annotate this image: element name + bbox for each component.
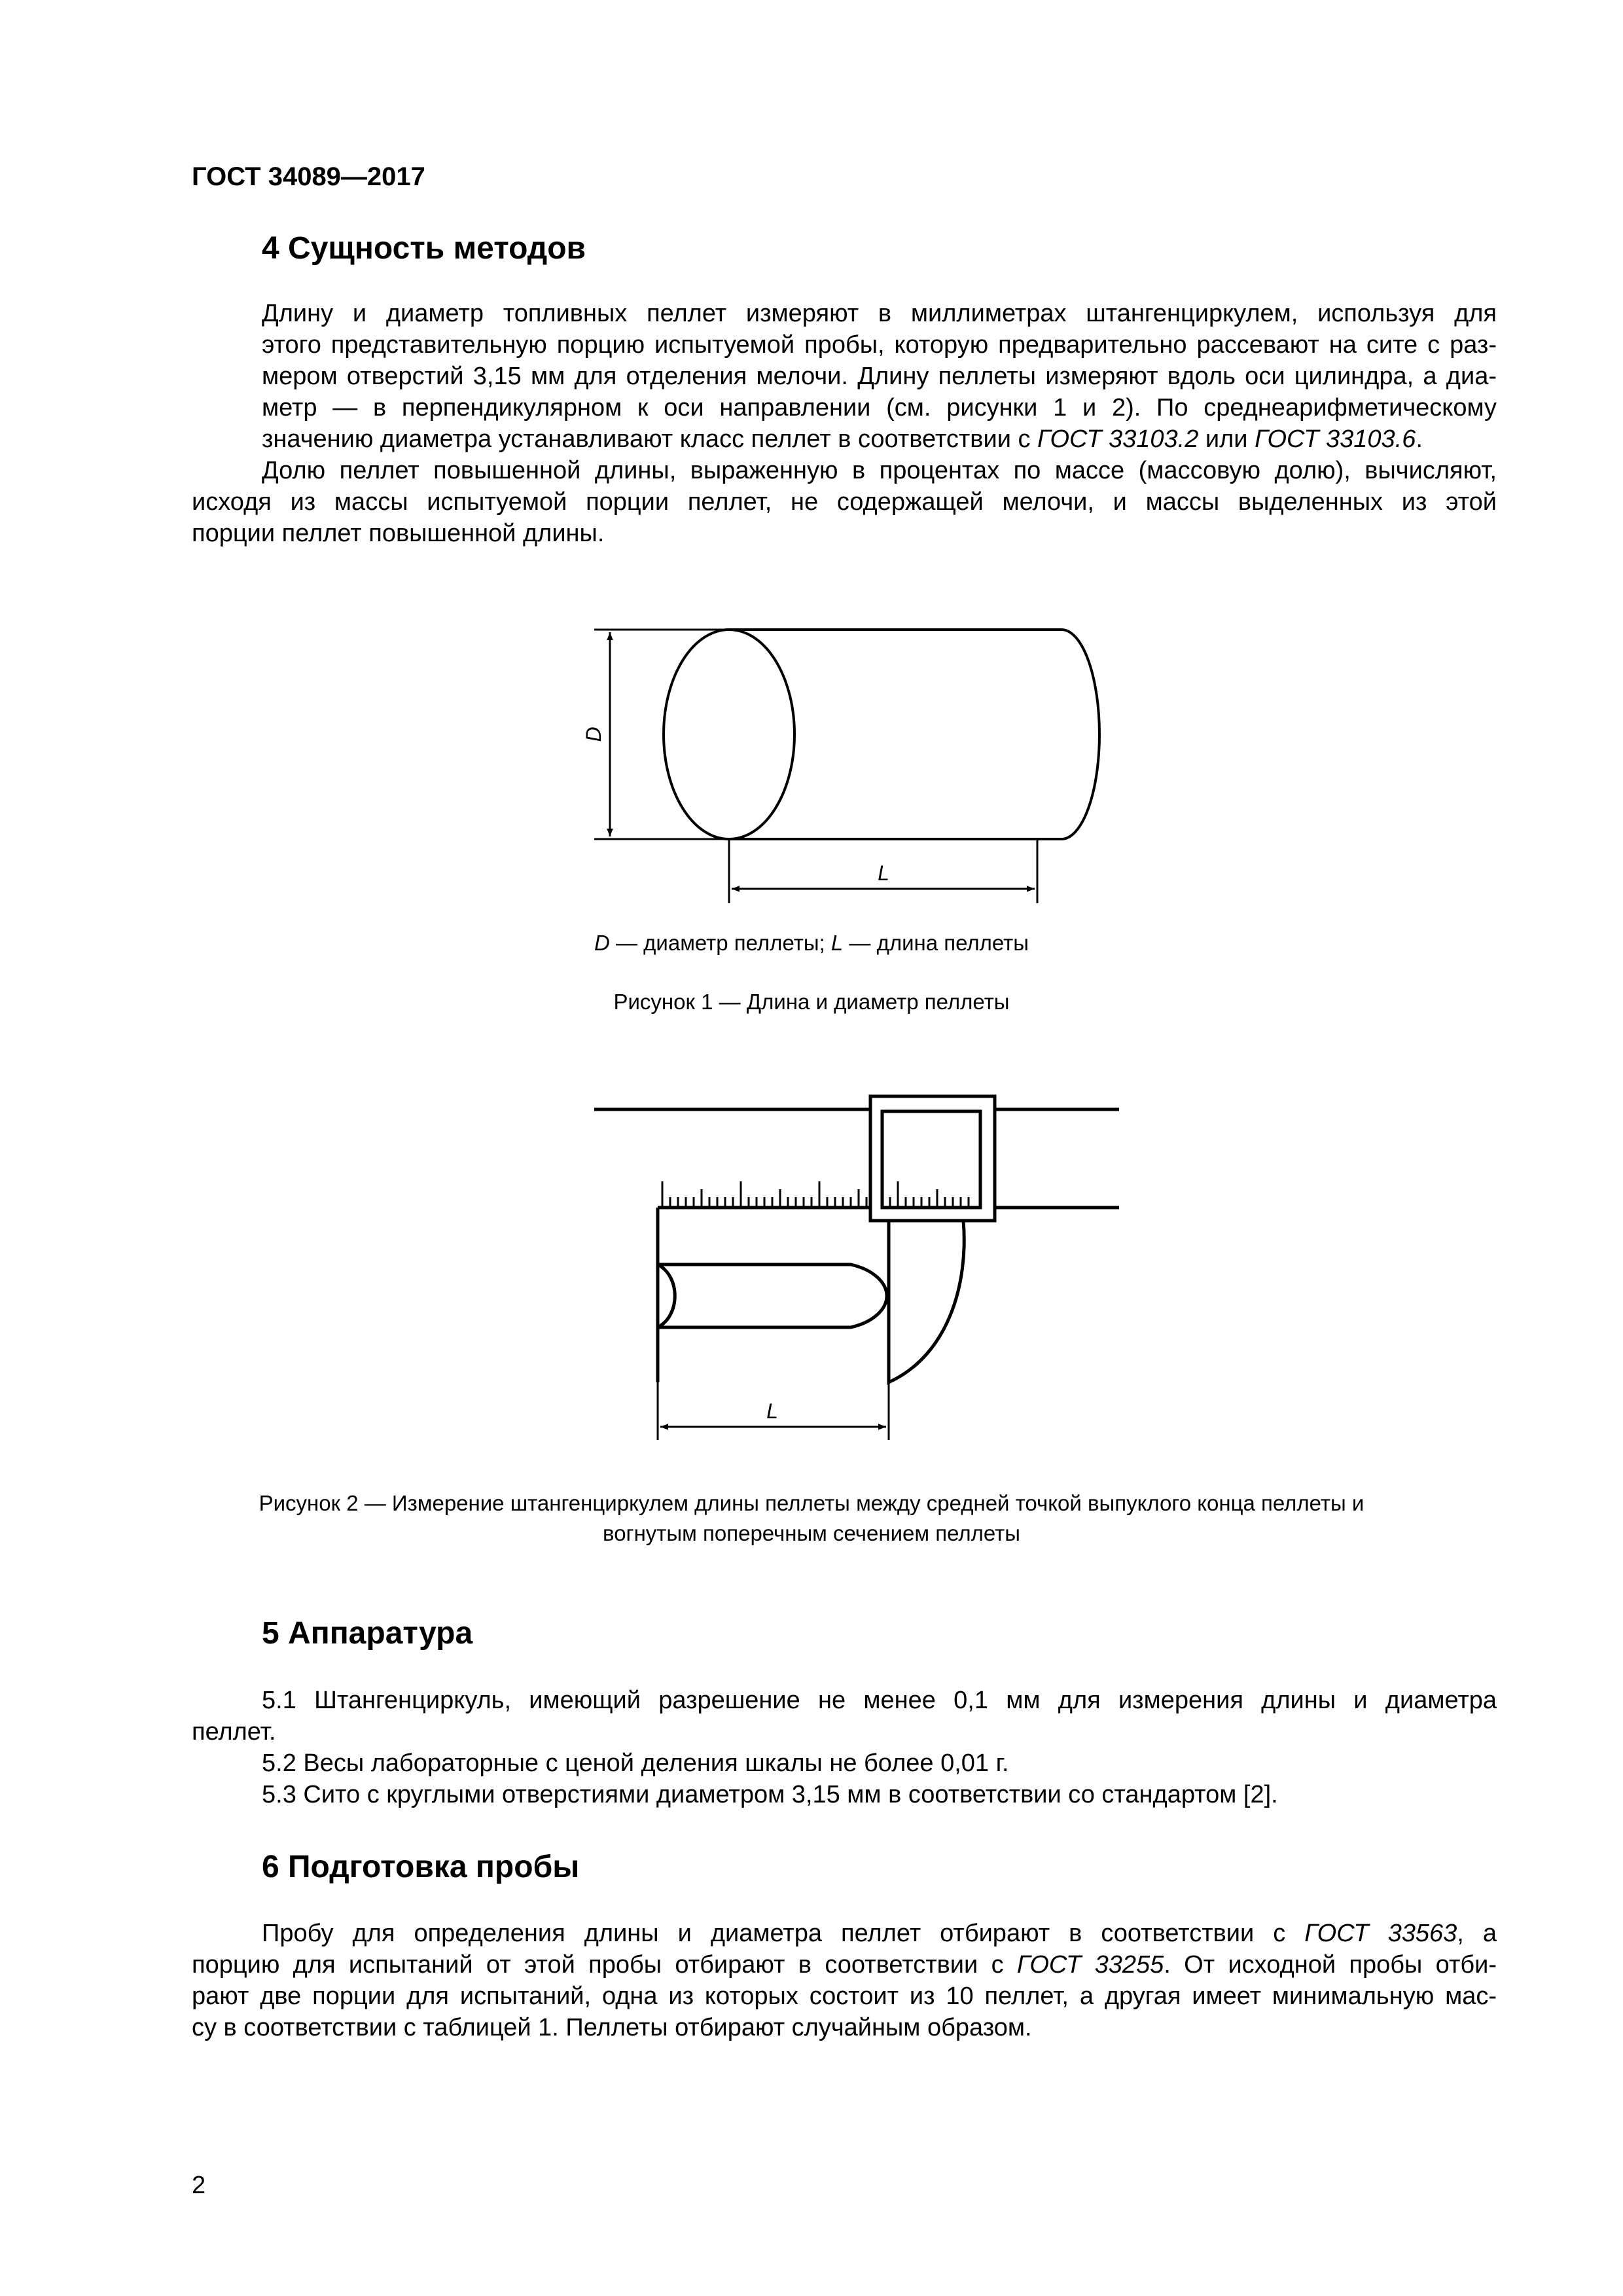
pellet-body — [658, 1265, 887, 1327]
cylinder-body — [729, 630, 1099, 839]
reference-gost-33255: ГОСТ 33255 — [1016, 1951, 1164, 1979]
text-line: порции пеллет повышенной длины. — [192, 520, 605, 547]
text-line: су в соответствии с таблицей 1. Пеллеты отбирают случайным образом. — [192, 2014, 1032, 2041]
text-line: Долю пеллет повышенной длины, выраженную в процентах по массе (массовую долю), вычисляют, — [262, 457, 1497, 484]
cylinder-end-face — [664, 630, 794, 839]
list-item-5-2: 5.2 Весы лабораторные с ценой деления шкалы не более 0,01 г. — [262, 1749, 1009, 1777]
page-number: 2 — [192, 2172, 206, 2199]
document-header: ГОСТ 34089—2017 — [192, 162, 425, 191]
text-line: этого представительную порцию испытуемой пробы, которую предварительно рассевают на сите с раз- — [262, 331, 1497, 359]
text-line: метр — в перпендикулярном к оси направлении (см. рисунки 1 и 2). По среднеарифметическому — [262, 394, 1497, 422]
section-6-paragraph — [192, 1918, 1497, 2043]
text-line: значению диаметра устанавливают класс пеллет в соответствии с ГОСТ 33103.2 или ГОСТ 33103.6. — [262, 425, 1423, 453]
caliper-movable-jaw — [889, 1221, 964, 1382]
text-line: порцию для испытаний от этой пробы отбирают в соответствии с ГОСТ 33255. От исходной пробы отби- — [192, 1951, 1497, 1979]
text-line: мером отверстий 3,15 мм для отделения мелочи. Длину пеллеты измеряют вдоль оси цилиндра, а диа- — [262, 363, 1497, 390]
reference-gost-33563: ГОСТ 33563 — [1304, 1920, 1457, 1947]
section-6-title: 6 Подготовка пробы — [262, 1850, 580, 1884]
list-item-5-1-cont: пеллет. — [192, 1718, 276, 1746]
figure-1-legend: D — диаметр пеллеты; L — длина пеллеты — [594, 931, 1029, 955]
list-item-5-3: 5.3 Сито с круглыми отверстиями диаметром 3,15 мм в соответствии со стандартом [2]. — [262, 1781, 1278, 1808]
length-label: L — [878, 861, 889, 885]
figure-1-caption: Рисунок 1 — Длина и диаметр пеллеты — [613, 990, 1010, 1014]
text-line: исходя из массы испытуемой порции пеллет, не содержащей мелочи, и массы выделенных из этой — [192, 488, 1497, 516]
text-line: Длину и диаметр топливных пеллет измеряют в миллиметрах штангенциркулем, используя для — [262, 300, 1497, 327]
diameter-label: D — [582, 726, 605, 742]
length-label: L — [766, 1399, 778, 1423]
pellet-concave-end — [658, 1265, 675, 1327]
section-5-title: 5 Аппаратура — [262, 1616, 473, 1651]
figure-2-caliper-drawing — [594, 1096, 1119, 1440]
caliper-scale-ticks — [662, 1181, 969, 1208]
section-5-list — [192, 1685, 1497, 1810]
figure-1-cylinder-drawing — [594, 630, 1099, 903]
text-line: рают две порции для испытаний, одна из которых состоит из 10 пеллет, а другая имеет минимальную мас- — [192, 1982, 1497, 2010]
reference-gost-33103-2: ГОСТ 33103.2 — [1037, 425, 1199, 453]
list-item-5-1: 5.1 Штангенциркуль, имеющий разрешение не менее 0,1 мм для измерения длины и диаметра — [262, 1687, 1497, 1714]
section-4-title: 4 Сущность методов — [262, 231, 586, 266]
text-line: Пробу для определения длины и диаметра пеллет отбирают в соответствии с ГОСТ 33563, а — [262, 1920, 1497, 1947]
reference-gost-33103-6: ГОСТ 33103.6 — [1255, 425, 1416, 453]
figure-2-caption: Рисунок 2 — Измерение штангенциркулем длины пеллеты между средней точкой выпуклого конца пеллеты и вогнутым поперечным сечением пеллеты — [259, 1491, 1364, 1545]
